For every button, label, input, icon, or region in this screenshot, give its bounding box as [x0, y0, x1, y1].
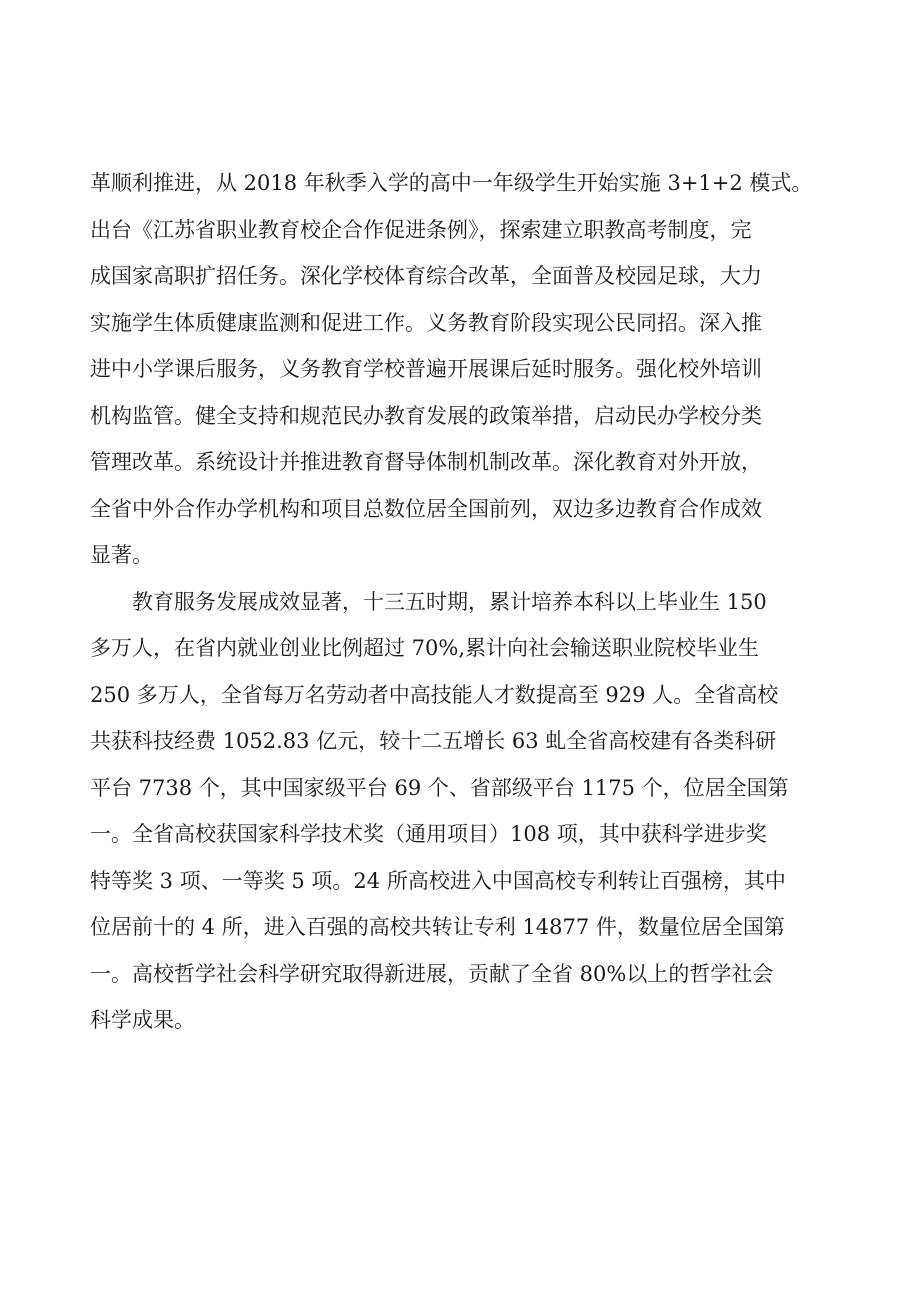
text-line: 多万人，在省内就业创业比例超过 70%,累计向社会输送职业院校毕业生 — [90, 636, 760, 660]
text-line: 一。高校哲学社会科学研究取得新进展，贡献了全省 80%以上的哲学社会 — [90, 961, 774, 986]
text-line: 显著。 — [90, 543, 153, 567]
text-line: 实施学生体质健康监测和促进工作。义务教育阶段实现公民同招。深入推 — [90, 310, 762, 335]
paragraph-2 — [90, 579, 830, 1044]
text-line-first: 教育服务发展成效显著，十三五时期，累计培养本科以上毕业生 150 — [132, 589, 767, 614]
text-line: 成国家高职扩招任务。深化学校体育综合改革，全面普及校园足球，大力 — [90, 264, 762, 288]
text-line: 250 多万人，全省每万名劳动者中高技能人才数提高至 929 人。全省高校 — [90, 682, 779, 707]
text-line: 出台《江苏省职业教育校企合作促进条例》，探索建立职教高考制度，完 — [90, 217, 752, 242]
text-line: 位居前十的 4 所，进入百强的高校共转让专利 14877 件，数量位居全国第 — [90, 915, 785, 939]
text-line: 革顺利推进，从 2018 年秋季入学的高中一年级学生开始实施 3+1+2 模式。 — [90, 171, 813, 195]
text-line: 科学成果。 — [90, 1008, 195, 1032]
text-line: 进中小学课后服务，义务教育学校普遍开展课后延时服务。强化校外培训 — [90, 357, 762, 381]
text-line: 一。全省高校获国家科学技术奖（通用项目）108 项，其中获科学进步奖 — [90, 822, 767, 846]
document-body — [90, 160, 830, 1044]
text-line: 机构监管。健全支持和规范民办教育发展的政策举措，启动民办学校分类 — [90, 403, 762, 428]
text-line: 全省中外合作办学机构和项目总数位居全国前列，双边多边教育合作成效 — [90, 496, 762, 521]
text-line: 管理改革。系统设计并推进教育督导体制机制改革。深化教育对外开放， — [90, 450, 762, 474]
text-line: 特等奖 3 项、一等奖 5 项。24 所高校进入中国高校专利转让百强榜，其中 — [90, 868, 786, 893]
text-line: 平台 7738 个，其中国家级平台 69 个、省部级平台 1175 个，位居全国第 — [90, 775, 789, 800]
text-line: 共获科技经费 1052.83 亿元，较十二五增长 63 虬全省高校建有各类科研 — [90, 729, 777, 753]
paragraph-1 — [90, 160, 830, 579]
